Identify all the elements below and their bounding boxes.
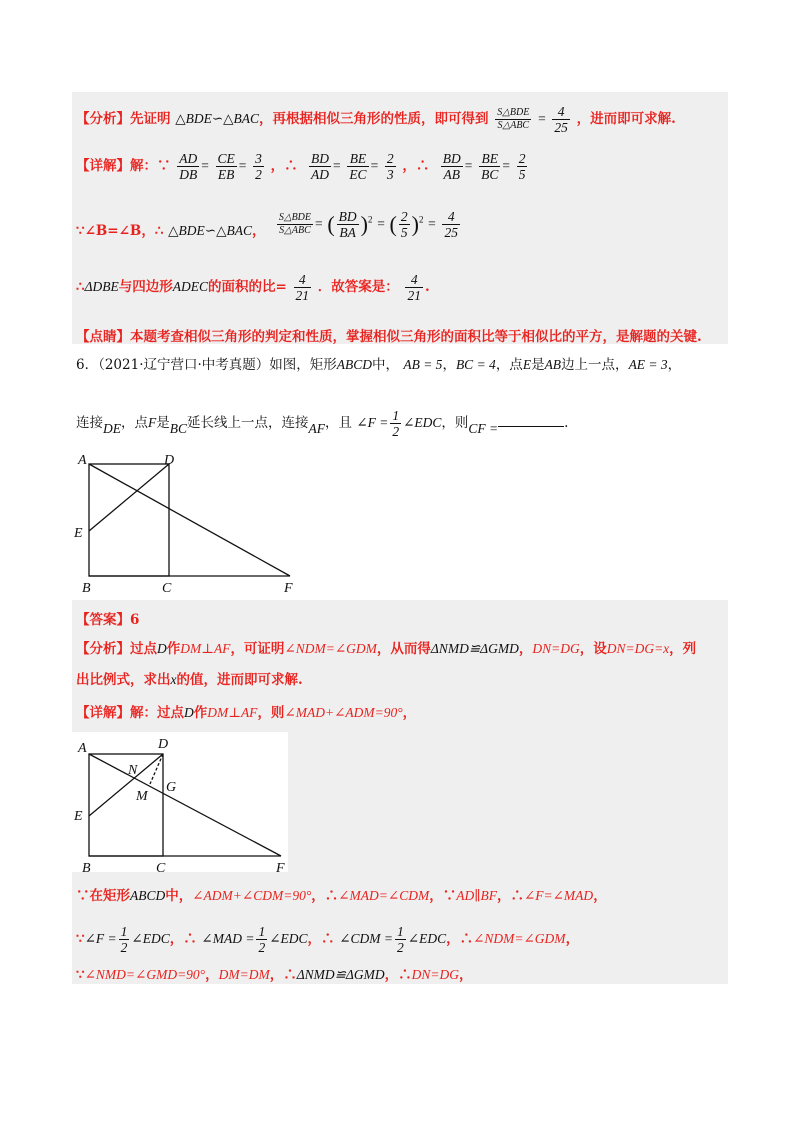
figure-rectangle-1 (72, 448, 308, 596)
label-B2: B (82, 861, 91, 872)
analysis2-line-1: 【分析】过点D作DM⊥AF，可证明∠NDM=∠GDM，从而得ΔNMD≌ΔGMD，DN=DG，设DN=DG=x，列 (76, 641, 697, 657)
label-M: M (136, 789, 148, 804)
analysis-line: 【分析】先证明 △BDE∽△BAC，再根据相似三角形的性质，即可得到 $\frac{\text{S△BDE}}{\text{S△ABC}}$ = $\frac{4}{25}$ ，进而即可求解. (76, 104, 676, 135)
detail-line-6: ∵∠F = $\frac{1}{2}$ ∠EDC，∴ ∠MAD = $\frac{1}{2}$ ∠EDC，∴ ∠CDM = $\frac{1}{2}$ ∠EDC，∴∠NDM=∠GDM， (76, 924, 580, 955)
label-E: E (74, 526, 83, 541)
detail-line-5: ∵在矩形ABCD中，∠ADM+∠CDM=90°，∴∠MAD=∠CDM，∵AD∥BF，∴∠F=∠MAD， (76, 888, 607, 904)
label-C: C (162, 581, 172, 596)
label-A: A (78, 453, 87, 468)
answer-blank (498, 415, 564, 427)
comment-line: 【点睛】本题考查相似三角形的判定和性质，掌握相似三角形的面积比等于相似比的平方，是解题的关键. (76, 329, 702, 345)
label-F2: F (276, 861, 285, 872)
figure-rectangle-2 (72, 732, 288, 872)
detail-line-1: 【详解】解：∵ $\frac{AD}{DB}$ = $\frac{CE}{EB}$ = $\frac{3}{2}$ ，∴ $\frac{BD}{AD}$ = $\frac{BE}{EC}$ = $\frac{2}{3}$ ，∴ $\frac{BD}{AB}$ = $\frac{BE}{BC}$ = $\frac{2}{5}$ (76, 151, 526, 182)
label-A2: A (78, 741, 87, 756)
label-C2: C (156, 861, 166, 872)
label-E2: E (74, 809, 83, 824)
label-N: N (128, 763, 138, 778)
detail-line-3: ∴ΔDBE与四边形ADEC的面积的比= $\frac{4}{21}$ ．故答案是： $\frac{4}{21}$ . (76, 272, 430, 303)
detail-line-4: 【详解】解：过点D作DM⊥AF，则∠MAD+∠ADM=90°， (76, 705, 417, 721)
problem-6-line-1: 6．（2021·辽宁营口·中考真题）如图，矩形ABCD中， AB = 5，BC = 4，点E是AB边上一点，AE = 3， (76, 357, 682, 373)
label-F: F (284, 581, 293, 596)
problem-6-line-2: 连接DE，点F是BC延长线上一点，连接AF，且 ∠F = $\frac{1}{2}$ ∠EDC，则CF = . (76, 408, 569, 439)
label-B: B (82, 581, 91, 596)
detail-line-2: ∵∠B=∠B，∴ △BDE∽△BAC， $\frac{\text{S△BDE}}{\text{S△ABC}}$ = ( $\frac{BD}{BA}$ )$^2$ = ( $\frac{2}{5}$ )$^2$ = $\frac{4}{25}$ (76, 209, 458, 240)
label-G: G (166, 780, 177, 795)
analysis2-line-2: 出比例式，求出x的值，进而即可求解. (76, 672, 303, 688)
label-D: D (164, 453, 175, 468)
answer-line: 【答案】6 (76, 612, 140, 628)
detail-line-7: ∵∠NMD=∠GMD=90°，DM=DM，∴ΔNMD≌ΔGMD，∴DN=DG， (76, 967, 473, 983)
label-D2: D (158, 737, 169, 752)
